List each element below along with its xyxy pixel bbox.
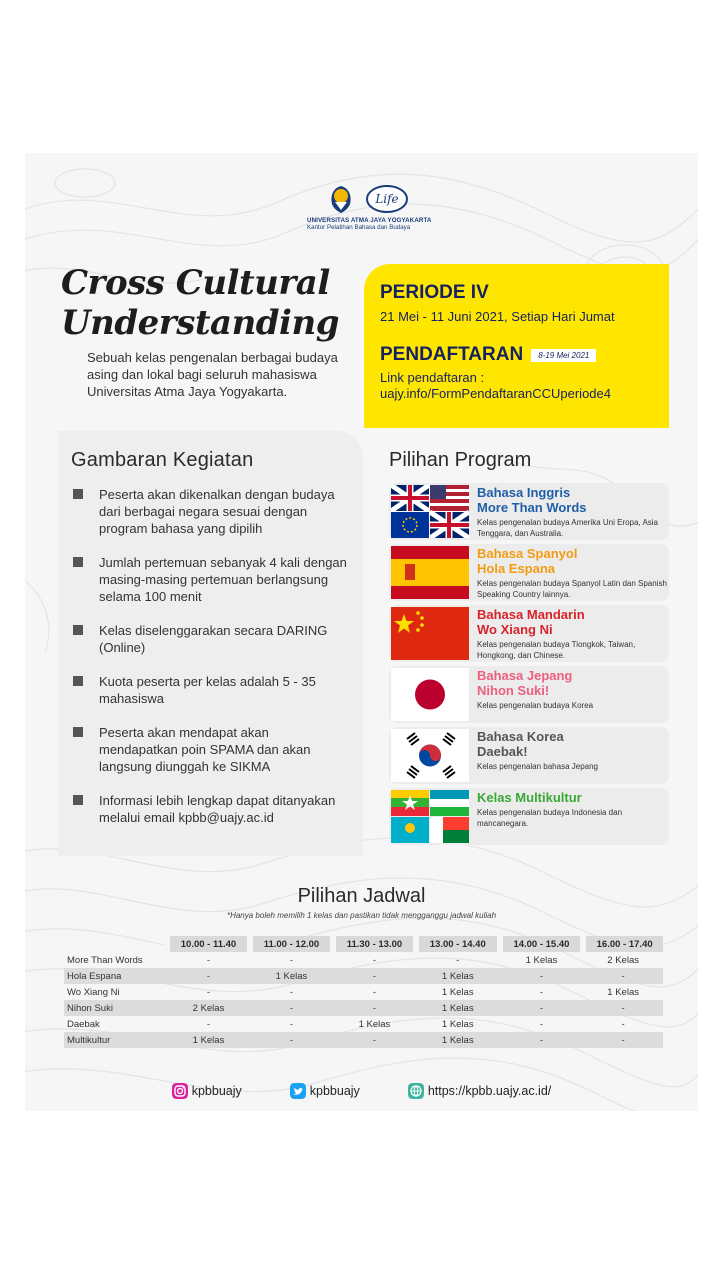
schedule-row bbox=[64, 968, 663, 984]
globe-icon bbox=[408, 1083, 424, 1099]
schedule-row-name: Daebak bbox=[67, 1018, 100, 1030]
schedule-column-header: 10.00 - 11.40 bbox=[167, 936, 250, 952]
schedule-cell: 2 Kelas bbox=[167, 1000, 250, 1016]
program-name: Bahasa Inggris bbox=[477, 485, 571, 500]
schedule-cell: 1 Kelas bbox=[167, 1032, 250, 1048]
unit-name: Kantor Pelatihan Bahasa dan Budaya bbox=[307, 224, 411, 231]
activity-list bbox=[71, 486, 351, 826]
program-card-korean[interactable] bbox=[389, 727, 669, 784]
activity-text: Jumlah pertemuan sebanyak 4 kali dengan masing-masing pertemuan berlangsung selama 100 menit bbox=[99, 555, 347, 604]
program-name: Bahasa Spanyol bbox=[477, 546, 578, 561]
schedule-row bbox=[64, 1000, 663, 1016]
schedule-cell: 1 Kelas bbox=[441, 1018, 474, 1030]
schedule-column-header: 16.00 - 17.40 bbox=[583, 936, 663, 952]
program-subtitle: More Than Words bbox=[477, 500, 587, 515]
schedule-cell: - bbox=[621, 1018, 625, 1030]
period-date: 21 Mei - 11 Juni 2021, Setiap Hari Jumat bbox=[380, 309, 615, 324]
instagram-icon bbox=[172, 1083, 188, 1099]
schedule-cell: 1 Kelas bbox=[416, 1000, 500, 1016]
period-panel bbox=[364, 264, 669, 428]
registration-link-label: Link pendaftaran : bbox=[380, 370, 485, 385]
spain-flag-icon bbox=[391, 546, 469, 599]
schedule-cell: - bbox=[583, 1000, 663, 1016]
registration-title: PENDAFTARAN bbox=[380, 344, 524, 365]
schedule-cell: - bbox=[250, 1032, 333, 1048]
twitter-link[interactable] bbox=[290, 1083, 360, 1099]
university-crest-icon bbox=[327, 184, 355, 214]
activity-item bbox=[71, 673, 351, 707]
schedule-title: Pilihan Jadwal bbox=[297, 885, 426, 907]
program-subtitle: Daebak! bbox=[477, 744, 528, 759]
korea-flag-icon bbox=[391, 729, 469, 782]
registration-date: 8-19 Mei 2021 bbox=[531, 349, 596, 362]
schedule-cell: - bbox=[372, 986, 376, 998]
program-description: Kelas pengenalan budaya Tiongkok, Taiwan, Hongkong, dan Chinese. bbox=[477, 640, 636, 660]
program-description: Kelas pengenalan bahasa Jepang bbox=[477, 762, 598, 771]
website-url: https://kpbb.uajy.ac.id/ bbox=[427, 1084, 552, 1098]
schedule-cell: - bbox=[333, 968, 416, 984]
schedule-cell: - bbox=[539, 1018, 544, 1030]
schedule-row-name: Wo Xiang Ni bbox=[67, 986, 120, 998]
schedule-row bbox=[64, 952, 663, 968]
schedule-cell: - bbox=[289, 954, 294, 966]
schedule-note: *Hanya boleh memilih 1 kelas dan pastikan tidak mengganggu jadwal kuliah bbox=[226, 911, 497, 920]
schedule-cell: - bbox=[206, 986, 211, 998]
schedule-header-row bbox=[64, 936, 663, 952]
twitter-handle: kpbbuajy bbox=[309, 1084, 360, 1098]
activity-text: Peserta akan dikenalkan dengan budaya dari berbagai negara sesuai dengan program bahasa yang dipilih bbox=[99, 487, 335, 536]
activity-panel bbox=[58, 431, 363, 856]
schedule-row-name: More Than Words bbox=[67, 954, 143, 966]
program-subtitle: Wo Xiang Ni bbox=[477, 622, 553, 637]
schedule-cell: - bbox=[372, 954, 376, 966]
program-description: Kelas pengenalan budaya Korea bbox=[477, 701, 594, 710]
life-logo-text: Life bbox=[375, 192, 399, 206]
schedule-cell: - bbox=[206, 1018, 211, 1030]
bullet-icon bbox=[73, 557, 83, 567]
registration-link[interactable]: uajy.info/FormPendaftaranCCUperiode4 bbox=[380, 386, 611, 401]
program-subtitle: Hola Espana bbox=[477, 561, 556, 576]
schedule-cell: 1 Kelas bbox=[525, 954, 558, 966]
program-name: Kelas Multikultur bbox=[477, 790, 582, 805]
program-description: Kelas pengenalan budaya Amerika Uni Eropa, Asia Tenggara, dan Australia. bbox=[477, 518, 659, 538]
period-title: PERIODE IV bbox=[380, 282, 489, 303]
schedule-cell: - bbox=[539, 986, 544, 998]
footer bbox=[25, 1083, 698, 1099]
university-logo-block bbox=[307, 183, 467, 231]
program-subtitle: Nihon Suki! bbox=[477, 683, 550, 698]
schedule-corner bbox=[64, 936, 167, 952]
schedule-column-header: 13.00 - 14.40 bbox=[416, 936, 500, 952]
bullet-icon bbox=[73, 795, 83, 805]
title-description: Sebuah kelas pengenalan berbagai budaya asing dan lokal bagi seluruh mahasiswa Universitas Atma Jaya Yogyakarta. bbox=[87, 350, 338, 399]
schedule-cell: - bbox=[500, 1000, 584, 1016]
activity-text: Kuota peserta per kelas adalah 5 - 35 mahasiswa bbox=[99, 674, 316, 706]
schedule-cell: - bbox=[583, 1032, 663, 1048]
bullet-icon bbox=[73, 625, 83, 635]
program-name: Bahasa Mandarin bbox=[477, 607, 585, 622]
twitter-icon bbox=[290, 1083, 306, 1099]
activity-item bbox=[71, 724, 351, 775]
title-line-2: Understanding bbox=[61, 303, 339, 343]
schedule-column-header: 11.30 - 13.00 bbox=[333, 936, 416, 952]
schedule-cell: 1 Kelas bbox=[358, 1018, 391, 1030]
japan-flag-icon bbox=[391, 668, 469, 721]
schedule-cell: 1 Kelas bbox=[250, 968, 333, 984]
activity-text: Kelas diselenggarakan secara DARING (Online) bbox=[99, 623, 328, 655]
activity-title: Gambaran Kegiatan bbox=[71, 449, 254, 471]
bullet-icon bbox=[73, 727, 83, 737]
activity-text: Informasi lebih lengkap dapat ditanyakan melalui email kpbb@uajy.ac.id bbox=[99, 793, 336, 825]
program-card-mandarin[interactable] bbox=[389, 605, 669, 662]
bullet-icon bbox=[73, 489, 83, 499]
schedule-cell: - bbox=[456, 954, 460, 966]
schedule-cell: - bbox=[206, 954, 211, 966]
multicultural-flags-icon bbox=[391, 790, 469, 843]
schedule-column-header: 14.00 - 15.40 bbox=[500, 936, 584, 952]
program-card-japanese[interactable] bbox=[389, 666, 669, 723]
schedule-cell: - bbox=[500, 1032, 584, 1048]
website-link[interactable] bbox=[408, 1083, 551, 1099]
program-list bbox=[389, 483, 669, 849]
title-line-1: Cross Cultural bbox=[61, 263, 330, 303]
schedule-row-name: Nihon Suki bbox=[64, 1000, 167, 1016]
schedule-cell: 1 Kelas bbox=[416, 1032, 500, 1048]
university-name: UNIVERSITAS ATMA JAYA YOGYAKARTA bbox=[307, 217, 432, 224]
schedule-column-header: 11.00 - 12.00 bbox=[250, 936, 333, 952]
program-card-spanish[interactable] bbox=[389, 544, 669, 601]
schedule-cell: - bbox=[289, 986, 294, 998]
schedule-row bbox=[64, 984, 663, 1000]
program-name: Bahasa Jepang bbox=[477, 668, 573, 683]
schedule-cell: - bbox=[250, 1000, 333, 1016]
china-flag-icon bbox=[391, 607, 469, 660]
schedule-row bbox=[64, 1016, 663, 1032]
schedule-cell: 2 Kelas bbox=[607, 954, 639, 966]
poster bbox=[25, 153, 698, 1111]
schedule-cell: - bbox=[500, 968, 584, 984]
activity-text: Peserta akan mendapat akan mendapatkan poin SPAMA dan akan langsung diunggah ke SIKMA bbox=[99, 725, 311, 774]
activity-item bbox=[71, 622, 351, 656]
program-description: Kelas pengenalan budaya Spanyol Latin dan Spanish Speaking Country lainnya. bbox=[477, 579, 667, 599]
schedule-row bbox=[64, 1032, 663, 1048]
schedule-cell: - bbox=[333, 1000, 416, 1016]
schedule-cell: - bbox=[289, 1018, 294, 1030]
schedule-cell: 1 Kelas bbox=[607, 986, 639, 998]
schedule-row-name: Hola Espana bbox=[64, 968, 167, 984]
schedule-row-name: Multikultur bbox=[64, 1032, 167, 1048]
program-card-multicultural[interactable] bbox=[389, 788, 669, 845]
instagram-handle: kpbbuajy bbox=[191, 1084, 242, 1098]
program-name: Bahasa Korea bbox=[477, 729, 564, 744]
english-flags-icon bbox=[391, 485, 469, 538]
program-card-english[interactable] bbox=[389, 483, 669, 540]
schedule-cell: 1 Kelas bbox=[441, 986, 474, 998]
activity-item bbox=[71, 554, 351, 605]
page-title bbox=[61, 263, 339, 343]
schedule-cell: - bbox=[167, 968, 250, 984]
life-logo-icon bbox=[365, 184, 409, 214]
programs-title: Pilihan Program bbox=[389, 449, 532, 471]
schedule-cell: 1 Kelas bbox=[416, 968, 500, 984]
bullet-icon bbox=[73, 676, 83, 686]
activity-item bbox=[71, 486, 351, 537]
schedule-cell: - bbox=[333, 1032, 416, 1048]
instagram-link[interactable] bbox=[172, 1083, 242, 1099]
schedule-table bbox=[64, 936, 663, 1048]
program-description: Kelas pengenalan budaya Indonesia dan mancanegara. bbox=[477, 808, 623, 828]
activity-item bbox=[71, 792, 351, 826]
schedule-cell: - bbox=[583, 968, 663, 984]
